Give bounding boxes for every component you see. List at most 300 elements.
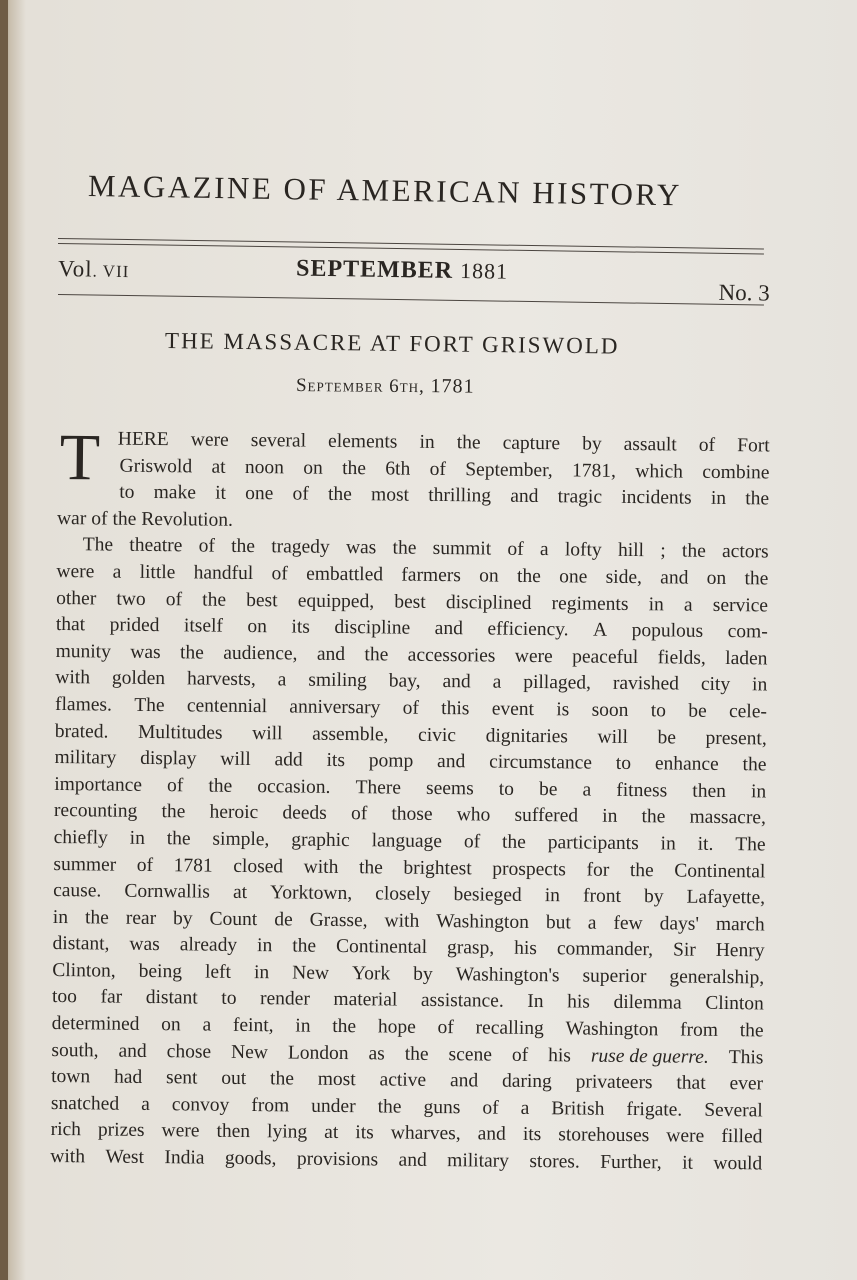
word: disciplined	[445, 591, 532, 614]
word: were	[56, 560, 95, 583]
word: those	[391, 803, 433, 826]
word: the	[358, 856, 383, 878]
word: London	[287, 1042, 349, 1064]
word: military	[54, 747, 117, 769]
word: in	[750, 780, 767, 803]
word: feint,	[232, 1014, 274, 1037]
word: grasp,	[446, 937, 495, 959]
word: it.	[697, 833, 714, 855]
word: circumstance	[489, 751, 593, 774]
word: determined	[51, 1013, 140, 1035]
word: on	[303, 457, 323, 479]
word: to	[498, 778, 515, 800]
word: the	[641, 806, 666, 828]
word: deeds	[282, 802, 327, 825]
word: of	[482, 1097, 499, 1119]
word: Washington's	[455, 964, 560, 987]
word: the	[342, 457, 367, 479]
word: in	[295, 1015, 311, 1037]
word: were	[514, 645, 553, 667]
word: Further,	[600, 1151, 662, 1174]
word: 6th	[385, 458, 411, 480]
word: summit	[432, 538, 492, 560]
word: being	[138, 960, 183, 983]
word: days'	[659, 913, 700, 935]
word: In	[527, 991, 544, 1013]
word: service	[712, 594, 769, 617]
word: and	[449, 1070, 479, 1092]
word: com-	[727, 621, 768, 643]
word: superior	[582, 965, 647, 988]
word: Count	[209, 908, 258, 930]
word: was	[345, 537, 377, 559]
word: the	[377, 1096, 402, 1118]
word: a	[112, 561, 122, 583]
word: on	[161, 1014, 181, 1036]
word: with	[303, 856, 339, 878]
word: in	[129, 827, 145, 849]
word: then	[216, 1121, 251, 1143]
word: from	[251, 1094, 290, 1117]
word: with	[55, 667, 91, 689]
word: for	[586, 859, 610, 881]
word: would	[713, 1152, 763, 1175]
word: lying	[266, 1121, 308, 1144]
word: the	[681, 540, 706, 563]
word: make	[153, 482, 197, 504]
word: a	[539, 539, 549, 561]
word: its	[355, 1122, 374, 1144]
word: Grasse,	[309, 909, 368, 931]
word: display	[140, 748, 197, 770]
word: best	[246, 589, 278, 611]
word: Cornwallis	[124, 880, 211, 903]
word: British	[551, 1098, 605, 1120]
word: cele-	[728, 700, 768, 723]
word: of	[271, 563, 288, 585]
word: will	[220, 748, 251, 771]
word: few	[613, 912, 643, 934]
word: in	[257, 935, 273, 957]
drop-cap: T	[59, 421, 101, 495]
word: discipline	[334, 617, 411, 639]
word: had	[113, 1066, 143, 1089]
word: the	[292, 935, 317, 958]
word: the	[742, 754, 767, 776]
word: Yorktown,	[270, 882, 353, 905]
word: at	[324, 1122, 339, 1144]
word: equipped,	[297, 590, 375, 612]
word: most	[317, 1069, 356, 1091]
word: and	[660, 567, 689, 589]
word: The	[82, 534, 114, 556]
word: its	[326, 749, 346, 772]
word: munity	[55, 640, 112, 663]
article-date	[296, 374, 596, 400]
word: Fort	[737, 435, 770, 457]
word: present,	[705, 727, 767, 749]
word: embattled	[306, 563, 384, 586]
word: in	[648, 593, 664, 615]
word: guns	[423, 1096, 461, 1119]
word: lofty	[564, 539, 602, 562]
word: and	[477, 1123, 506, 1146]
word: its	[522, 1124, 542, 1146]
word: of	[507, 539, 524, 561]
word: frigate.	[626, 1098, 683, 1121]
word: summer	[53, 853, 117, 876]
word: massacre,	[689, 806, 767, 829]
word: language	[371, 830, 443, 852]
word: ;	[660, 540, 666, 562]
word: the	[404, 1043, 429, 1065]
magazine-title: MAGAZINE OF AMERICAN HISTORY	[87, 168, 683, 213]
word: Clinton	[705, 993, 764, 1015]
word: ravished	[612, 673, 680, 695]
word: the	[84, 906, 109, 929]
word: already	[179, 934, 238, 957]
word: the	[629, 859, 654, 881]
word: scene	[448, 1043, 493, 1066]
word: a	[141, 1093, 150, 1115]
word: itself	[183, 615, 224, 637]
word: be	[688, 700, 707, 722]
word: distant,	[52, 933, 110, 955]
word: sent	[165, 1067, 198, 1089]
word: of	[429, 458, 447, 480]
word: actors	[721, 541, 769, 563]
word: Henry	[715, 940, 765, 962]
word: of	[198, 535, 216, 558]
word: the	[231, 536, 256, 558]
word: rich	[50, 1119, 82, 1141]
word: in	[544, 885, 561, 907]
word: cause.	[53, 880, 102, 902]
word: active	[379, 1069, 427, 1092]
word: is	[556, 699, 570, 721]
word: of	[437, 1017, 454, 1039]
word: his	[514, 938, 538, 960]
word: his	[567, 991, 591, 1014]
word: Revolution.	[141, 508, 233, 531]
word: at	[232, 881, 248, 904]
word: the	[744, 568, 769, 590]
word: be	[538, 778, 558, 800]
word: golden	[111, 667, 166, 690]
word: stores.	[529, 1151, 580, 1173]
word: in	[710, 488, 727, 510]
word: a	[202, 1014, 212, 1036]
word: side,	[605, 566, 643, 589]
word: its	[291, 616, 311, 638]
word: one	[559, 566, 588, 588]
word: commander,	[556, 938, 654, 961]
word: daring	[501, 1070, 552, 1093]
word: prospects	[492, 858, 567, 880]
word: by	[643, 886, 664, 908]
word: pomp	[368, 750, 414, 772]
word: dignitaries	[485, 725, 569, 747]
word: war	[56, 507, 87, 530]
word: elements	[328, 430, 398, 453]
word: town	[51, 1066, 91, 1088]
word: the	[112, 508, 137, 530]
word: and	[118, 1040, 147, 1062]
word: be	[657, 726, 677, 749]
word: under	[311, 1095, 356, 1117]
word: Continental	[674, 859, 766, 882]
word: in	[751, 674, 768, 696]
word: Griswold	[119, 455, 193, 478]
word: of	[511, 1044, 529, 1066]
word: simple,	[212, 828, 270, 851]
word: and	[434, 618, 464, 640]
word: occasion.	[257, 775, 331, 798]
word: hope	[377, 1016, 416, 1038]
word: the	[208, 775, 233, 797]
word: march	[715, 913, 765, 936]
word: which	[635, 460, 684, 483]
word: was	[130, 641, 161, 663]
word: civic	[418, 724, 457, 746]
word: were	[190, 429, 229, 451]
word: India	[164, 1147, 205, 1169]
word: of	[91, 508, 108, 530]
word: the	[327, 484, 352, 506]
word: convoy	[171, 1094, 230, 1116]
word: noon	[244, 456, 285, 478]
word: the	[166, 828, 191, 850]
word: incidents	[621, 487, 692, 509]
word: but	[545, 911, 571, 934]
word: HERE	[117, 428, 169, 451]
word: of	[463, 831, 481, 853]
book-spine	[0, 0, 8, 1280]
word: of	[292, 483, 309, 505]
word: to	[119, 481, 135, 503]
word: in	[660, 833, 676, 855]
word: A	[592, 619, 608, 641]
word: and	[316, 643, 346, 665]
article-date-text: September 6th,	[295, 375, 425, 398]
word: to	[650, 700, 667, 722]
word: and	[510, 485, 539, 508]
word: in	[52, 906, 69, 928]
issue-month: SEPTEMBER	[295, 255, 454, 284]
word: generalship,	[669, 966, 765, 989]
word: graphic	[291, 829, 350, 851]
word: it	[682, 1152, 694, 1174]
word: the	[501, 831, 526, 853]
word: were	[161, 1120, 200, 1142]
word: harvests,	[186, 668, 256, 691]
word: September,	[465, 458, 553, 481]
word: assemble,	[312, 723, 389, 746]
word: tragic	[557, 486, 603, 508]
word: out	[221, 1067, 247, 1090]
volume-prefix: Vol	[57, 256, 93, 282]
word: in	[253, 961, 270, 984]
word: in	[419, 431, 435, 453]
word: with	[50, 1145, 86, 1168]
word: chiefly	[53, 826, 108, 849]
word: as	[368, 1042, 385, 1065]
word: too	[51, 986, 78, 1008]
word: brightest	[403, 857, 472, 879]
word: then	[692, 780, 727, 802]
word: of	[698, 434, 716, 456]
word: on	[706, 567, 727, 589]
word: that	[55, 614, 86, 636]
word: city	[700, 674, 731, 696]
word: a	[492, 671, 502, 693]
word: York	[351, 962, 391, 985]
word: this	[441, 697, 470, 720]
word: by	[413, 963, 433, 985]
word: chose	[166, 1040, 212, 1063]
word: suffered	[514, 805, 579, 827]
word: of	[402, 697, 420, 719]
word: closely	[375, 883, 431, 906]
word: the	[456, 432, 481, 454]
word: assault	[623, 433, 677, 456]
word: storehouses	[558, 1124, 650, 1147]
word: smiling	[308, 669, 367, 692]
word: Washington	[565, 1018, 659, 1041]
word: theatre	[129, 535, 183, 557]
word: the	[364, 643, 389, 666]
word: most	[370, 484, 410, 506]
word: of	[136, 854, 154, 876]
word: it	[215, 482, 227, 504]
word: There	[355, 776, 402, 799]
word: from	[679, 1019, 719, 1042]
word: flames.	[54, 693, 113, 716]
word: was	[129, 934, 160, 956]
word: best	[394, 591, 426, 613]
word: Continental	[335, 936, 428, 959]
word: participants	[547, 832, 639, 855]
word: by	[173, 907, 193, 930]
word: two	[116, 588, 146, 610]
word: event	[491, 698, 535, 720]
word: one	[245, 483, 274, 505]
italic-phrase: ruse de guerre.	[590, 1045, 709, 1068]
word: farmers	[401, 564, 462, 587]
word: dilemma	[613, 992, 682, 1015]
word: and	[442, 671, 471, 693]
word: a	[582, 779, 592, 801]
word: a	[683, 594, 693, 616]
article-title: THE MASSACRE AT FORT GRISWOLD	[164, 328, 620, 359]
word: with	[384, 910, 420, 932]
word: of	[165, 588, 183, 610]
word: far	[100, 986, 123, 1009]
word: New	[292, 962, 330, 984]
word: on	[247, 616, 268, 638]
word: to	[221, 988, 237, 1010]
word: West	[105, 1146, 145, 1168]
word: The	[735, 834, 766, 856]
word: fields,	[657, 647, 706, 669]
word: recalling	[475, 1017, 544, 1040]
word: This	[728, 1046, 764, 1069]
word: the	[179, 642, 205, 664]
word: hill	[617, 540, 645, 562]
word: wharves,	[390, 1122, 461, 1145]
article-body	[50, 421, 770, 1178]
word: little	[139, 561, 176, 584]
word: fitness	[616, 779, 668, 802]
word: privateers	[575, 1071, 653, 1094]
issue-date	[296, 256, 508, 286]
word: the	[745, 488, 770, 510]
word: de	[274, 908, 293, 931]
word: handful	[193, 562, 254, 585]
word: left	[204, 961, 232, 983]
word: brated.	[54, 720, 109, 743]
word: pillaged,	[523, 672, 592, 694]
word: bay,	[388, 670, 421, 693]
word: his	[548, 1044, 572, 1067]
word: by	[582, 433, 602, 455]
word: other	[56, 587, 97, 609]
issue-number: No. 3	[718, 279, 770, 306]
word: material	[333, 989, 398, 1012]
volume-label	[58, 256, 130, 283]
word: Washington	[436, 910, 530, 933]
word: centennial	[186, 695, 268, 718]
article-date-year: 1781	[430, 375, 475, 398]
word: military	[447, 1150, 510, 1172]
word: a	[587, 912, 597, 934]
word: capture	[502, 432, 561, 455]
word: prided	[109, 614, 160, 637]
word: 1781	[173, 854, 213, 877]
word: goods,	[224, 1147, 277, 1170]
word: accessories	[407, 644, 496, 667]
word: filled	[721, 1126, 763, 1148]
word: and	[398, 1149, 427, 1171]
word: distant	[145, 987, 198, 1009]
word: besieged	[453, 884, 522, 906]
word: rear	[125, 907, 157, 929]
word: snatched	[50, 1092, 120, 1115]
word: audience,	[223, 642, 298, 665]
word: provisions	[296, 1148, 379, 1171]
word: heroic	[209, 801, 259, 824]
word: Lafayette,	[686, 886, 766, 909]
word: a	[520, 1097, 530, 1119]
word: will	[252, 722, 283, 744]
word: thrilling	[428, 485, 492, 507]
word: in	[602, 806, 618, 828]
word: several	[250, 430, 307, 452]
word: anniversary	[289, 696, 381, 719]
word: render	[259, 988, 310, 1011]
word: Multitudes	[137, 721, 223, 744]
word: of	[350, 803, 368, 825]
word: soon	[591, 699, 629, 721]
word: at	[211, 456, 226, 478]
word: on	[479, 565, 499, 587]
word: the	[270, 1068, 295, 1090]
word: were	[666, 1125, 705, 1148]
word: importance	[54, 773, 143, 796]
word: the	[332, 1015, 357, 1038]
word: peaceful	[572, 646, 639, 668]
word: south,	[51, 1039, 99, 1062]
